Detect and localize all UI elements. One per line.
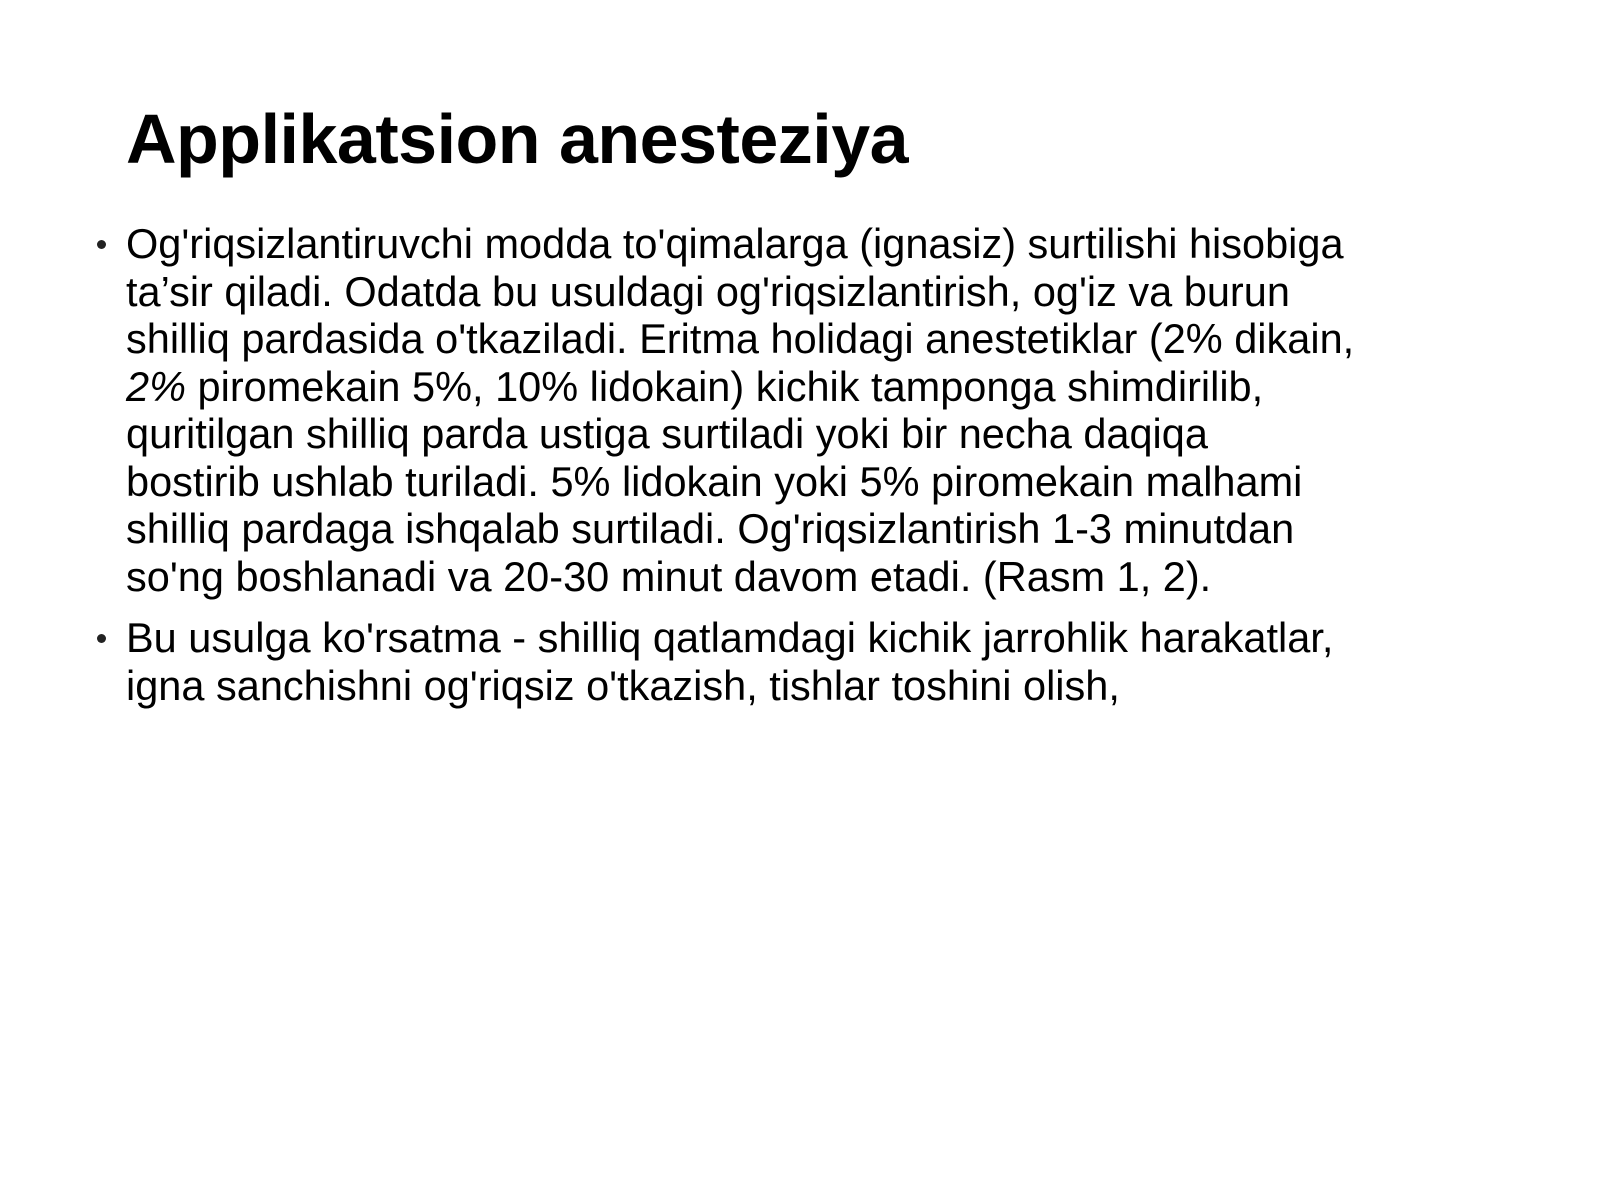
- bullet-dot-icon: [97, 240, 106, 249]
- bullet-2-line-1: Bu usulga ko'rsatma - shilliq qatlamdagi kichik jarrohlik harakatlar,: [126, 614, 1334, 661]
- italic-percent: 2%: [126, 362, 186, 410]
- bullet-2-line-2: igna sanchishni og'riqsiz o'tkazish, tishlar toshini olish,: [126, 661, 1120, 709]
- bullet-1-line-3: shilliq pardasida o'tkaziladi. Eritma holidagi anestetiklar (2% dikain,: [126, 315, 1355, 362]
- bullet-1-line-5: quritilgan shilliq parda ustiga surtiladi yoki bir necha daqiqa: [126, 410, 1208, 457]
- bullet-1-line-8: so'ng boshlanadi va 20-30 minut davom etadi. (Rasm 1, 2).: [126, 552, 1212, 600]
- bullet-1-line-4: [126, 363, 1516, 411]
- slide-title: Applikatsion anesteziya: [126, 100, 909, 178]
- bullet-dot-icon: [97, 634, 106, 643]
- bullet-1-line-7: shilliq pardaga ishqalab surtiladi. Og'riqsizlantirish 1-3 minutdan: [126, 505, 1295, 552]
- bullet-1-line-6: bostirib ushlab turiladi. 5% lidokain yoki 5% piromekain malhami: [126, 457, 1303, 505]
- bullet-1-line-1: Og'riqsizlantiruvchi modda to'qimalarga (ignasiz) surtilishi hisobiga: [126, 220, 1344, 267]
- bullet-1-line-4-rest: piromekain 5%, 10% lidokain) kichik tamponga shimdirilib,: [185, 362, 1264, 410]
- bullet-1-line-2: ta’sir qiladi. Odatda bu usuldagi og'riqsizlantirish, og'iz va burun: [126, 267, 1290, 315]
- bullet-item-1: [126, 220, 1516, 600]
- bullet-list: [126, 220, 1516, 723]
- bullet-item-2: [126, 614, 1516, 709]
